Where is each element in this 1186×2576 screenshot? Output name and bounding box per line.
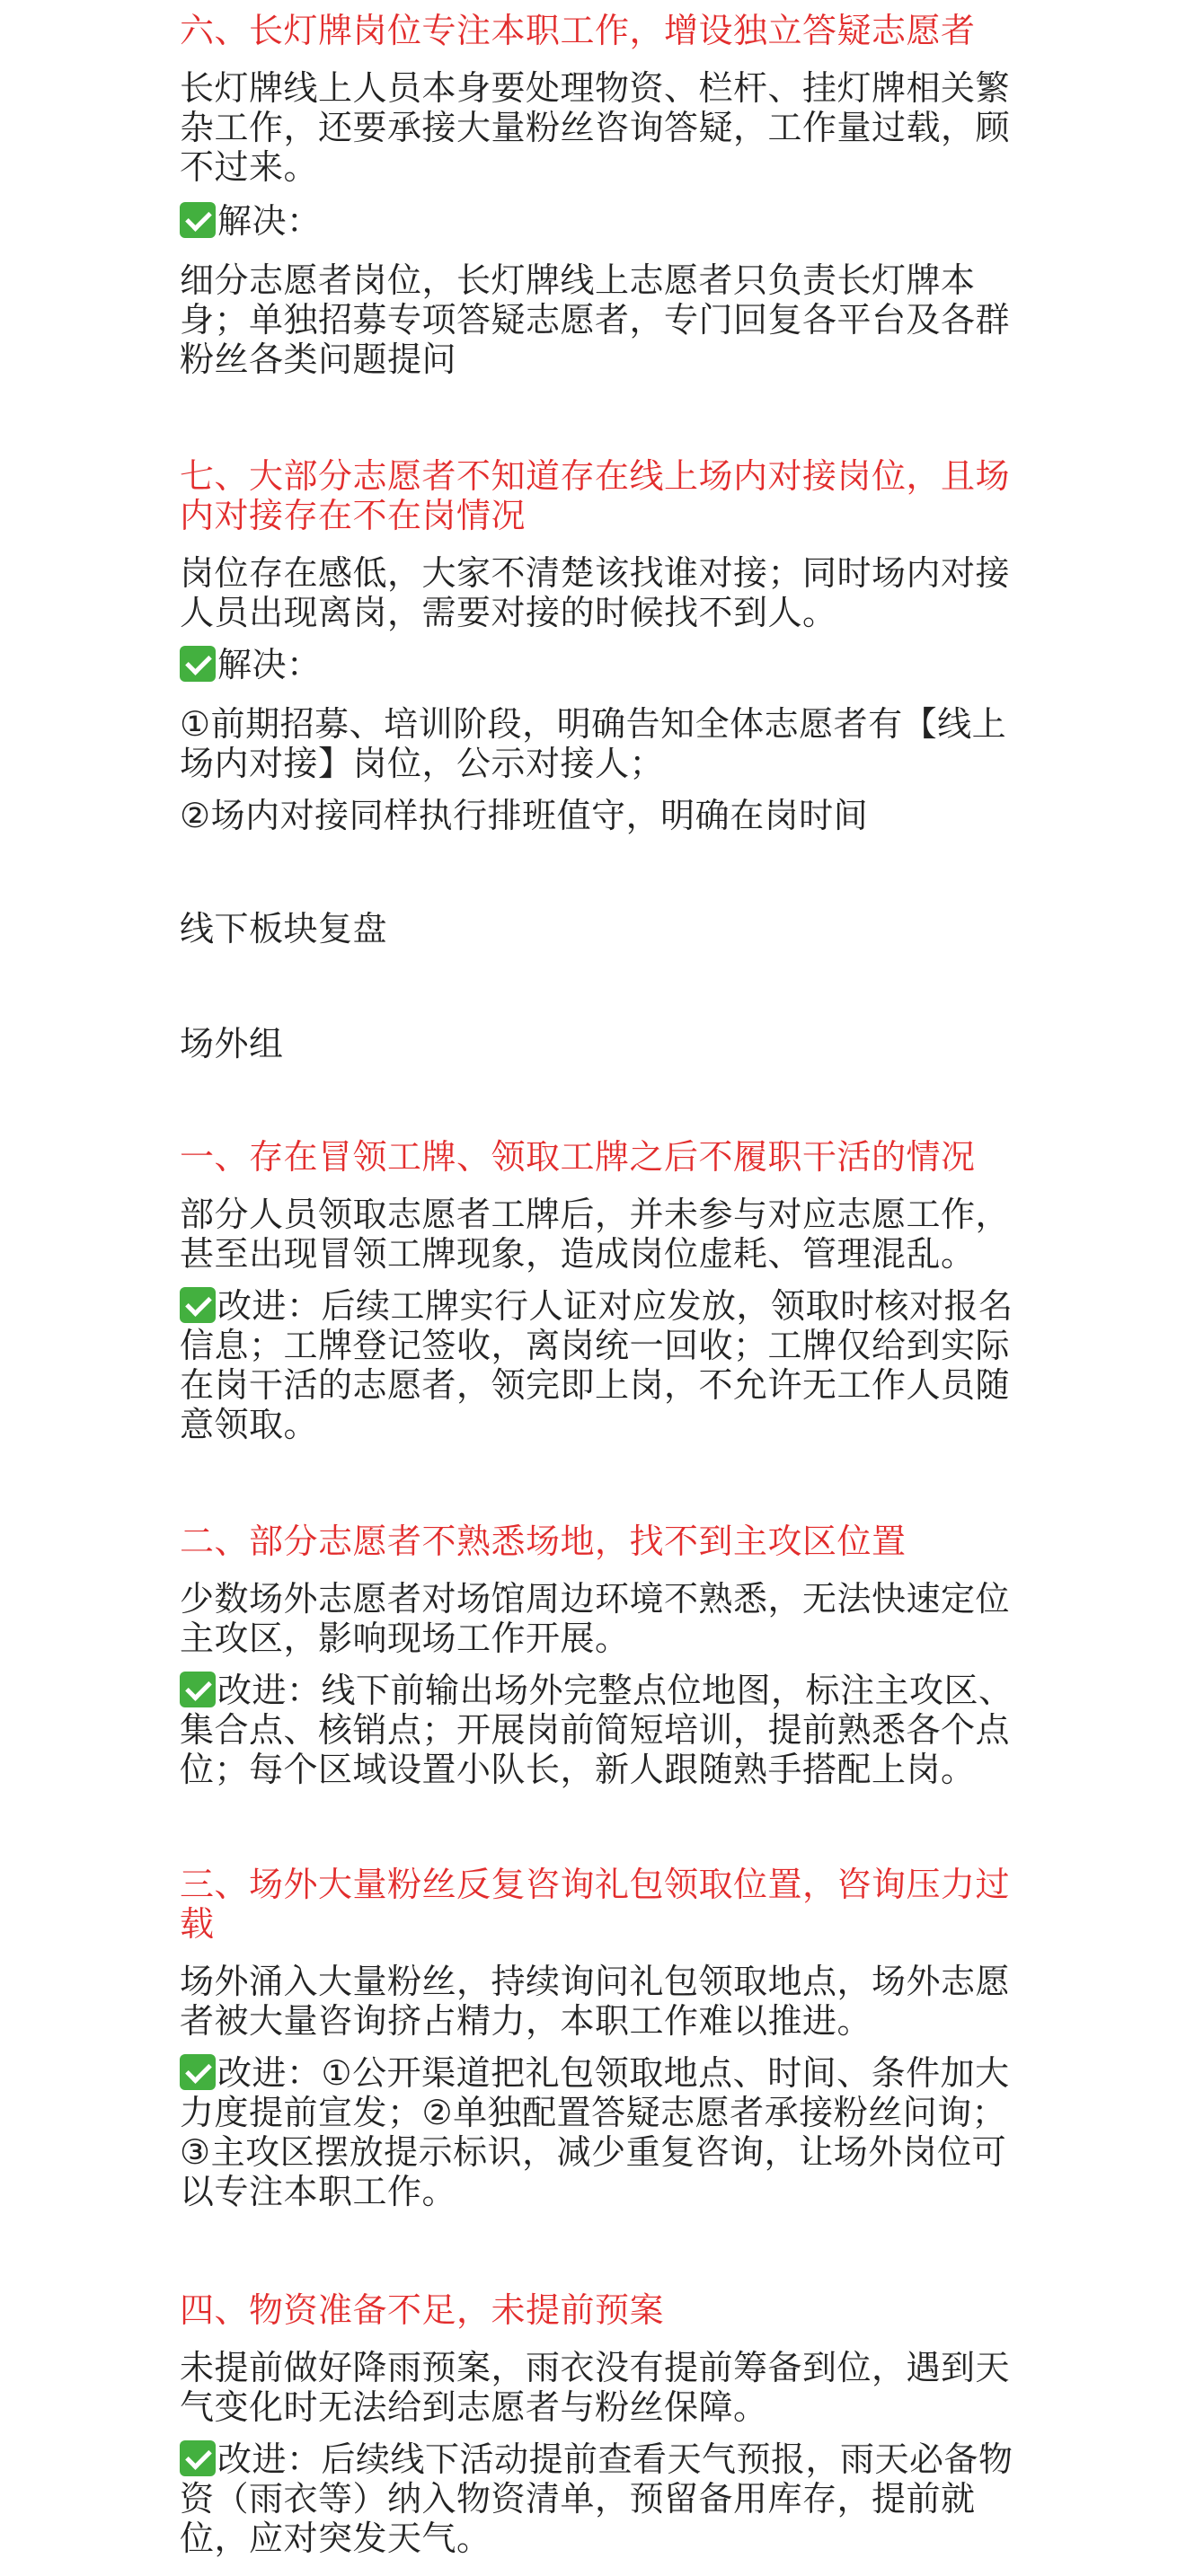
check-mark-icon	[180, 1672, 216, 1707]
solution-label	[180, 645, 1024, 684]
section-heading-4: 四、物资准备不足，未提前预案	[180, 2290, 665, 2330]
solution-label-text: 解决：	[217, 201, 322, 241]
solution-label-text: 解决：	[217, 645, 322, 684]
paragraph: 少数场外志愿者对场馆周边环境不熟悉，无法快速定位 主攻区，影响现场工作开展。	[180, 1579, 1011, 1658]
paragraph: 场外涌入大量粉丝，持续询问礼包领取地点，场外志愿 者被大量咨询挤占精力，本职工作难以推进。	[180, 1962, 1011, 2041]
paragraph: 细分志愿者岗位，长灯牌线上志愿者只负责长灯牌本 身；单独招募专项答疑志愿者，专门回复各平台及各群 粉丝各类问题提问	[180, 260, 1011, 379]
solution-label	[180, 201, 1024, 241]
check-mark-icon	[180, 1287, 216, 1323]
paragraph: 部分人员领取志愿者工牌后，并未参与对应志愿工作， 甚至出现冒领工牌现象，造成岗位虚耗、管理混乱。	[180, 1195, 1011, 1274]
check-mark-icon	[180, 202, 216, 238]
section-title: 线下板块复盘	[180, 909, 388, 948]
check-mark-icon	[180, 646, 216, 682]
paragraph: ①前期招募、培训阶段，明确告知全体志愿者有【线上 场内对接】岗位，公示对接人；	[180, 704, 1007, 783]
section-heading-6: 六、长灯牌岗位专注本职工作，增设独立答疑志愿者	[180, 11, 976, 50]
section-heading-1: 一、存在冒领工牌、领取工牌之后不履职干活的情况	[180, 1137, 976, 1177]
check-mark-icon	[180, 2054, 216, 2090]
section-heading-7: 七、大部分志愿者不知道存在线上场内对接岗位，且场 内对接存在不在岗情况	[180, 456, 1011, 535]
improvement-paragraph	[180, 1671, 1024, 1789]
group-title: 场外组	[180, 1024, 284, 1063]
check-mark-icon	[180, 2440, 216, 2476]
improvement-paragraph	[180, 2439, 1024, 2558]
improvement-text: 改进：后续线下活动提前查看天气预报，雨天必备物 资（雨衣等）纳入物资清单，预留备用库存，提前就 位，应对突发天气。	[180, 2439, 1013, 2558]
improvement-text: 改进：线下前输出场外完整点位地图，标注主攻区、 集合点、核销点；开展岗前简短培训，提前熟悉各个点 位；每个区域设置小队长，新人跟随熟手搭配上岗。	[180, 1671, 1013, 1789]
improvement-text: 改进：后续工牌实行人证对应发放，领取时核对报名 信息；工牌登记签收，离岗统一回收；工牌仅给到实际 在岗干活的志愿者，领完即上岗，不允许无工作人员随 意领取。	[180, 1286, 1013, 1444]
paragraph: 岗位存在感低，大家不清楚该找谁对接；同时场内对接 人员出现离岗，需要对接的时候找不到人。	[180, 553, 1011, 632]
section-heading-3: 三、场外大量粉丝反复咨询礼包领取位置，咨询压力过 载	[180, 1865, 1011, 1944]
paragraph: 长灯牌线上人员本身要处理物资、栏杆、挂灯牌相关繁 杂工作，还要承接大量粉丝咨询答疑，工作量过载，顾 不过来。	[180, 68, 1011, 187]
improvement-text: 改进：①公开渠道把礼包领取地点、时间、条件加大 力度提前宣发；②单独配置答疑志愿者承接粉丝问询； ③主攻区摆放提示标识，减少重复咨询，让场外岗位可 以专注本职工作。	[180, 2053, 1010, 2211]
paragraph: 未提前做好降雨预案，雨衣没有提前筹备到位，遇到天 气变化时无法给到志愿者与粉丝保障。	[180, 2348, 1011, 2427]
improvement-paragraph	[180, 2053, 1024, 2211]
section-heading-2: 二、部分志愿者不熟悉场地，找不到主攻区位置	[180, 1522, 907, 1561]
paragraph: ②场内对接同样执行排班值守，明确在岗时间	[180, 796, 869, 835]
improvement-paragraph	[180, 1286, 1024, 1444]
